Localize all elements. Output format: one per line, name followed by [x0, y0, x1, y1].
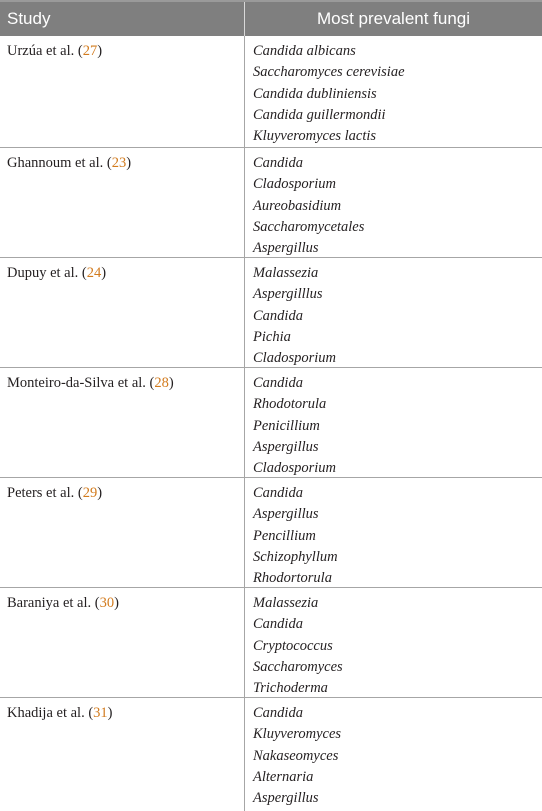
- fungus-name: Candida: [253, 155, 303, 171]
- table-row: [0, 148, 542, 258]
- fungus-name: Rhodotorula: [253, 396, 327, 413]
- fungus-name: Aspergillus: [253, 240, 319, 257]
- fungi-cell: [245, 258, 542, 367]
- fungus-name: Trichoderma: [253, 680, 328, 697]
- study-name: Urzúa et al. (: [7, 43, 83, 59]
- table-row: [0, 698, 542, 811]
- study-close: ): [97, 485, 103, 501]
- fungus-name: Aspergillus: [253, 438, 319, 455]
- fungus-name: Kluyveromyces: [253, 726, 342, 743]
- study-close: ): [114, 595, 119, 611]
- fungus-name: Aureobasidium: [253, 197, 342, 214]
- fungus-name: Alternaria: [253, 768, 314, 785]
- fungus-name: Penicillium: [253, 417, 320, 434]
- reference-link[interactable]: 24: [86, 265, 102, 281]
- fungus-name: Candida albicans: [253, 43, 356, 59]
- study-close: ): [168, 375, 174, 391]
- fungus-name: Nakaseomyces: [253, 747, 339, 764]
- fungus-name: Cladosporium: [253, 176, 336, 193]
- fungus-name: Saccharomycetales: [253, 218, 365, 235]
- fungi-cell: [245, 588, 542, 697]
- reference-link[interactable]: 30: [99, 595, 115, 611]
- table-row: [0, 368, 542, 478]
- fungus-name: Candida guillermondii: [253, 106, 386, 123]
- fungus-name: Cladosporium: [253, 350, 336, 367]
- fungus-name: Pencillium: [253, 527, 316, 544]
- study-cell: [0, 36, 245, 147]
- fungus-name: Candida: [253, 375, 303, 391]
- study-name: Dupuy et al. (: [7, 265, 87, 281]
- header-fungi: Most prevalent fungi: [316, 9, 471, 28]
- study-close: ): [107, 705, 113, 721]
- fungus-name: Malassezia: [253, 265, 319, 281]
- fungus-name: Rhodortorula: [253, 570, 332, 587]
- fungus-name: Saccharomyces: [253, 658, 343, 675]
- reference-link[interactable]: 28: [154, 375, 169, 391]
- fungus-name: Malassezia: [253, 595, 319, 611]
- reference-link[interactable]: 23: [111, 155, 127, 171]
- study-cell: [0, 698, 245, 811]
- fungus-name: Schizophyllum: [253, 548, 338, 565]
- reference-link[interactable]: 31: [93, 705, 108, 721]
- study-name: Khadija et al. (: [7, 705, 94, 721]
- study-name: Ghannoum et al. (: [7, 155, 112, 171]
- fungus-name: Cryptococcus: [253, 637, 333, 654]
- study-name: Baraniya et al. (: [7, 595, 100, 611]
- reference-link[interactable]: 27: [82, 43, 98, 59]
- study-name: Monteiro-da-Silva et al. (: [7, 375, 155, 391]
- study-cell: [0, 478, 245, 587]
- fungus-name: Aspergillus: [253, 790, 319, 807]
- fungus-name: Candida: [253, 705, 303, 721]
- study-close: ): [126, 155, 132, 171]
- fungus-name: Candida dubliniensis: [253, 85, 377, 102]
- fungus-name: Candida: [253, 616, 303, 633]
- table-header: [0, 2, 542, 36]
- header-study: Study: [0, 2, 245, 36]
- study-cell: [0, 258, 245, 367]
- table-row: [0, 258, 542, 368]
- study-cell: [0, 368, 245, 477]
- table-row: [0, 478, 542, 588]
- study-cell: [0, 588, 245, 697]
- fungus-name: Candida: [253, 485, 303, 501]
- fungi-cell: [245, 368, 542, 477]
- fungus-name: Kluyveromyces lactis: [253, 128, 377, 145]
- fungus-name: Saccharomyces cerevisiae: [253, 64, 405, 81]
- study-close: ): [97, 43, 103, 59]
- reference-link[interactable]: 29: [82, 485, 98, 501]
- fungus-name: Pichia: [253, 328, 291, 345]
- fungi-cell: [245, 148, 542, 257]
- table-row: [0, 588, 542, 698]
- fungi-cell: [245, 36, 542, 147]
- fungus-name: Aspergilllus: [253, 286, 323, 303]
- table-row: [0, 36, 542, 148]
- fungus-name: Aspergillus: [253, 506, 319, 523]
- study-close: ): [101, 265, 107, 281]
- fungus-name: Candida: [253, 307, 303, 324]
- study-cell: [0, 148, 245, 257]
- fungus-name: Cladosporium: [253, 460, 336, 477]
- fungi-cell: [245, 478, 542, 587]
- fungi-cell: [245, 698, 542, 811]
- study-name: Peters et al. (: [7, 485, 83, 501]
